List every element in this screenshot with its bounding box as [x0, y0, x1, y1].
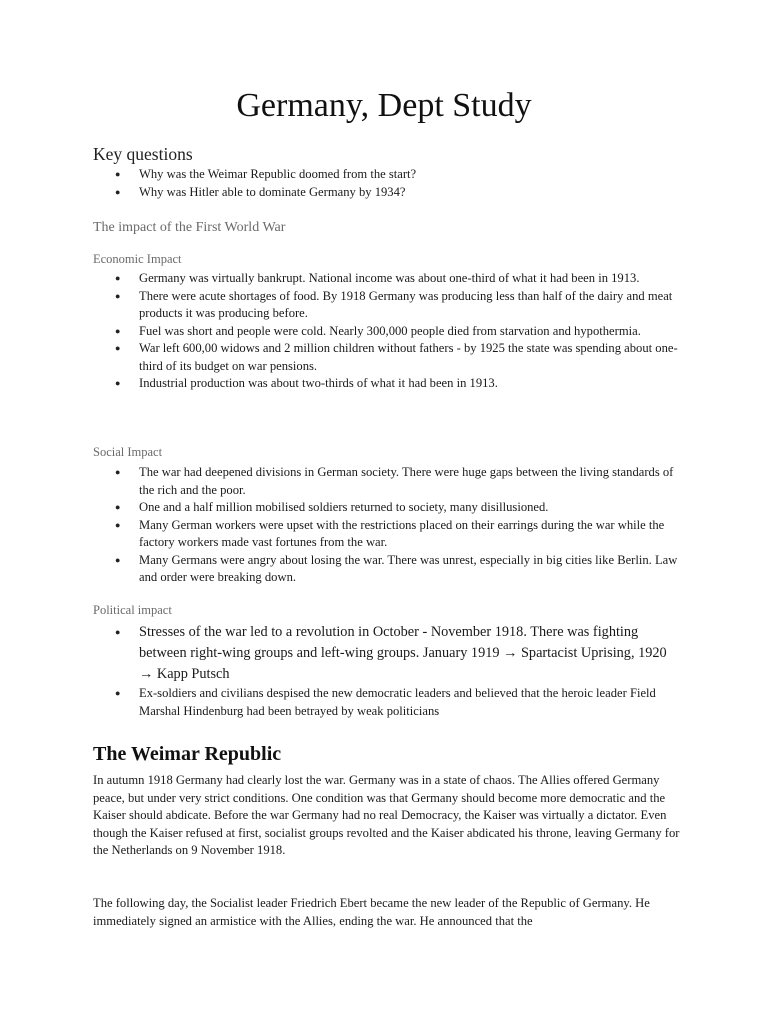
list-item: ● Fuel was short and people were cold. Nearly 300,000 people died from starvation and hypothermia. — [0, 323, 679, 341]
weimar-paragraph-1: In autumn 1918 Germany had clearly lost the war. Germany was in a state of chaos. The Allies offered Germany peace, but under very strict conditions. One condition was that Germany should become more democratic and the Kaiser should abdicate. Before the war Germany had no real Democracy, the Kaiser was virtually a dictator. Even though the Kaiser refused at first, socialist groups revolted and the Kaiser abdicated his throne, leaving Germany for the Netherlands on 9 November 1918. — [93, 773, 680, 857]
political-impact-heading: Political impact — [93, 603, 172, 617]
list-item: ● Ex-soldiers and civilians despised the new democratic leaders and believed that the heroic leader Field Marshal Hindenburg had been betrayed by weak politicians — [0, 685, 679, 720]
key-questions-heading: Key questions — [93, 144, 193, 164]
social-impact-list — [0, 464, 768, 587]
list-item: ● There were acute shortages of food. By 1918 Germany was producing less than half of the dairy and meat products it was producing before. — [0, 288, 679, 323]
list-item: ● Why was the Weimar Republic doomed from the start? — [0, 166, 679, 184]
list-item: ● Why was Hitler able to dominate Germany by 1934? — [0, 184, 679, 202]
list-item: ● Germany was virtually bankrupt. National income was about one-third of what it had been in 1913. — [0, 270, 679, 288]
weimar-paragraph-2: The following day, the Socialist leader Friedrich Ebert became the new leader of the Republic of Germany. He immediately signed an armistice with the Allies, ending the war. He announced that the — [93, 896, 650, 928]
economic-impact-heading: Economic Impact — [93, 252, 182, 266]
document-title: Germany, Dept Study — [236, 87, 532, 124]
key-questions-list — [0, 166, 768, 201]
social-impact-heading: Social Impact — [93, 445, 163, 459]
economic-impact-list — [0, 270, 768, 393]
list-item: ● War left 600,00 widows and 2 million children without fathers - by 1925 the state was spending about one-third of its budget on war pensions. — [0, 340, 679, 375]
political-impact-list — [0, 622, 768, 720]
list-item: ● Many Germans were angry about losing the war. There was unrest, especially in big cities like Berlin. Law and order were breaking down. — [0, 552, 679, 587]
list-item: ● Industrial production was about two-thirds of what it had been in 1913. — [0, 375, 679, 393]
impact-section-heading: The impact of the First World War — [93, 220, 286, 235]
list-item: ● One and a half million mobilised soldiers returned to society, many disillusioned. — [0, 499, 679, 517]
list-item: ● Many German workers were upset with the restrictions placed on their earrings during the war while the factory workers made vast fortunes from the war. — [0, 517, 679, 552]
weimar-heading: The Weimar Republic — [93, 743, 282, 765]
list-item: ● Stresses of the war led to a revolution in October - November 1918. There was fighting between right-wing groups and left-wing groups. January 1919 → Spartacist Uprising, 1920 → Kapp Putsch — [0, 622, 679, 685]
list-item: ● The war had deepened divisions in German society. There were huge gaps between the living standards of the rich and the poor. — [0, 464, 679, 499]
